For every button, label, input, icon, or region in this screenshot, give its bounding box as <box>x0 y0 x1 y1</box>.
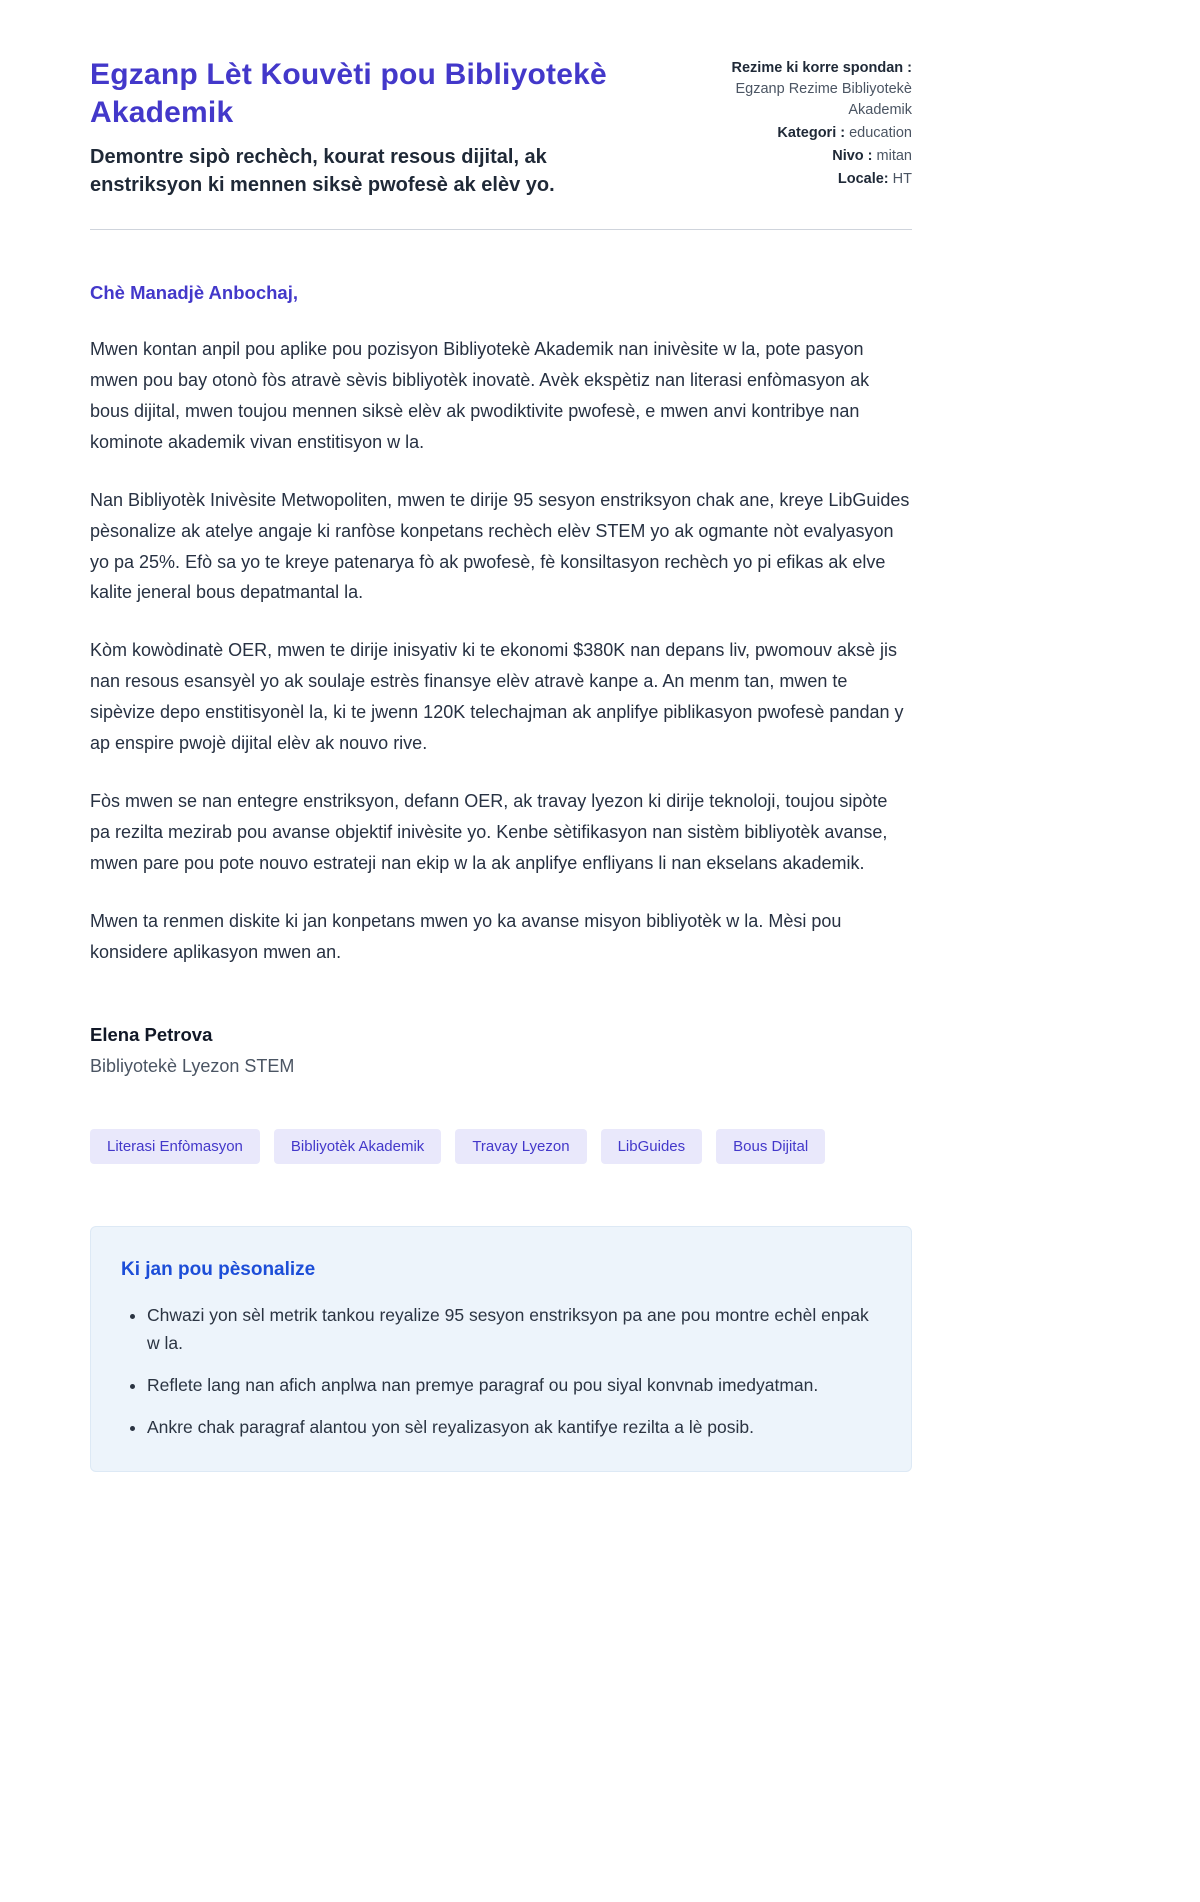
content-column <box>90 0 912 1472</box>
letter-paragraph: Mwen ta renmen diskite ki jan konpetans mwen yo ka avanse misyon bibliyotèk w la. Mèsi pou konsidere aplikasyon mwen an. <box>90 911 842 963</box>
meta-category <box>697 123 912 144</box>
meta-resume <box>697 58 912 121</box>
page-title: Egzanp Lèt Kouvèti pou Bibliyotekè Akademik <box>90 58 607 130</box>
tip-item: • Ankre chak paragraf alantou yon sèl reyalizasyon ak kantifye rezilta a lè posib. <box>147 1413 881 1441</box>
meta-category-value: education <box>849 125 912 142</box>
tag-chip-travay-lyezon[interactable]: Travay Lyezon <box>455 1129 586 1164</box>
signature-title: Bibliyotekè Lyezon STEM <box>90 1055 295 1076</box>
tag-chip-libguides[interactable]: LibGuides <box>601 1129 703 1164</box>
header <box>90 56 912 199</box>
tip-item: • Reflete lang nan afich anplwa nan premye paragraf ou pou siyal konvnab imedyatman. <box>147 1371 881 1399</box>
meta-level-value: mitan <box>876 148 912 165</box>
letter-paragraph: Mwen kontan anpil pou aplike pou pozisyon Bibliyotekè Akademik nan inivèsite w la, pote pasyon mwen pou bay otonò fòs atravè sèvis bibliyotèk inovatè. Avèk ekspètiz nan literasi enfòmasyon ak bous dijital, mwen toujou mennen siksè elèv ak pwodiktivite pwofesè, e mwen anvi kontribye nan kominote akademik vivan enstitisyon w la. <box>90 338 870 452</box>
page-subtitle: Demontre sipò rechèch, kourat resous dijital, ak enstriksyon ki mennen siksè pwofesè ak elèv yo. <box>90 145 555 196</box>
meta-level <box>697 146 912 167</box>
header-divider <box>90 229 912 230</box>
letter-paragraph: Nan Bibliyotèk Inivèsite Metwopoliten, mwen te dirije 95 sesyon enstriksyon chak ane, kreye LibGuides pèsonalize ak atelye angaje ki ranfòse konpetans rechèch elèv STEM yo ak ogmante nòt evalyasyon yo pa 25%. Efò sa yo te kreye patenarya fò ak pwofesè, fè konsiltasyon rechèch yo pi efikas ak elve kalite jeneral bous depatmantal la. <box>90 489 910 603</box>
meta-category-label: Kategori : <box>777 125 846 142</box>
letter-paragraph: Fòs mwen se nan entegre enstriksyon, defann OER, ak travay lyezon ki dirije teknoloji, toujou sipòte pa rezilta mezirab pou avanse objektif inivèsite yo. Kenbe sètifikasyon nan sistèm bibliyotèk avanse, mwen pare pou pote nouvo estrateji nan ekip w la ak anplifye enfliyans li nan ekselans akademik. <box>90 791 888 874</box>
letter-paragraph: Kòm kowòdinatè OER, mwen te dirije inisyativ ki te ekonomi $380K nan depans liv, pwomouv aksè jis nan resous esansyèl yo ak soulaje estrès finansye elèv atravè kanpe a. An menm tan, mwen te sipèvize depo enstitisyonèl la, ki te jwenn 120K telechajman ak anplifye piblikasyon pwofesè pandan y ap enspire pwojè dijital elèv ak nouvo rive. <box>90 640 904 754</box>
header-title-block <box>90 56 650 199</box>
tips-box <box>90 1226 912 1472</box>
signature-name: Elena Petrova <box>90 1023 213 1045</box>
tips-list <box>121 1301 881 1441</box>
tag-chip-bibliyotek-akademik[interactable]: Bibliyotèk Akademik <box>274 1129 441 1164</box>
tag-chip-bous-dijital[interactable]: Bous Dijital <box>716 1129 825 1164</box>
tip-item: • Chwazi yon sèl metrik tankou reyalize 95 sesyon enstriksyon pa ane pou montre echèl enpak w la. <box>147 1301 881 1357</box>
tag-list <box>90 1129 912 1164</box>
meta-locale <box>697 169 912 190</box>
salutation: Chè Manadjè Anbochaj, <box>90 281 298 303</box>
meta-resume-value: Egzanp Rezime Bibliyotekè Akademik <box>735 81 912 119</box>
meta-panel <box>697 56 912 192</box>
meta-locale-value: HT <box>892 171 912 188</box>
meta-level-label: Nivo : <box>832 148 873 165</box>
meta-locale-label: Locale: <box>837 171 889 188</box>
tips-title: Ki jan pou pèsonalize <box>121 1258 316 1280</box>
letter-body <box>90 282 912 1077</box>
tag-chip-literasi-enfomasyon[interactable]: Literasi Enfòmasyon <box>90 1129 260 1164</box>
signature-block <box>90 1024 912 1077</box>
meta-resume-label: Rezime ki korre spondan : <box>731 60 912 76</box>
